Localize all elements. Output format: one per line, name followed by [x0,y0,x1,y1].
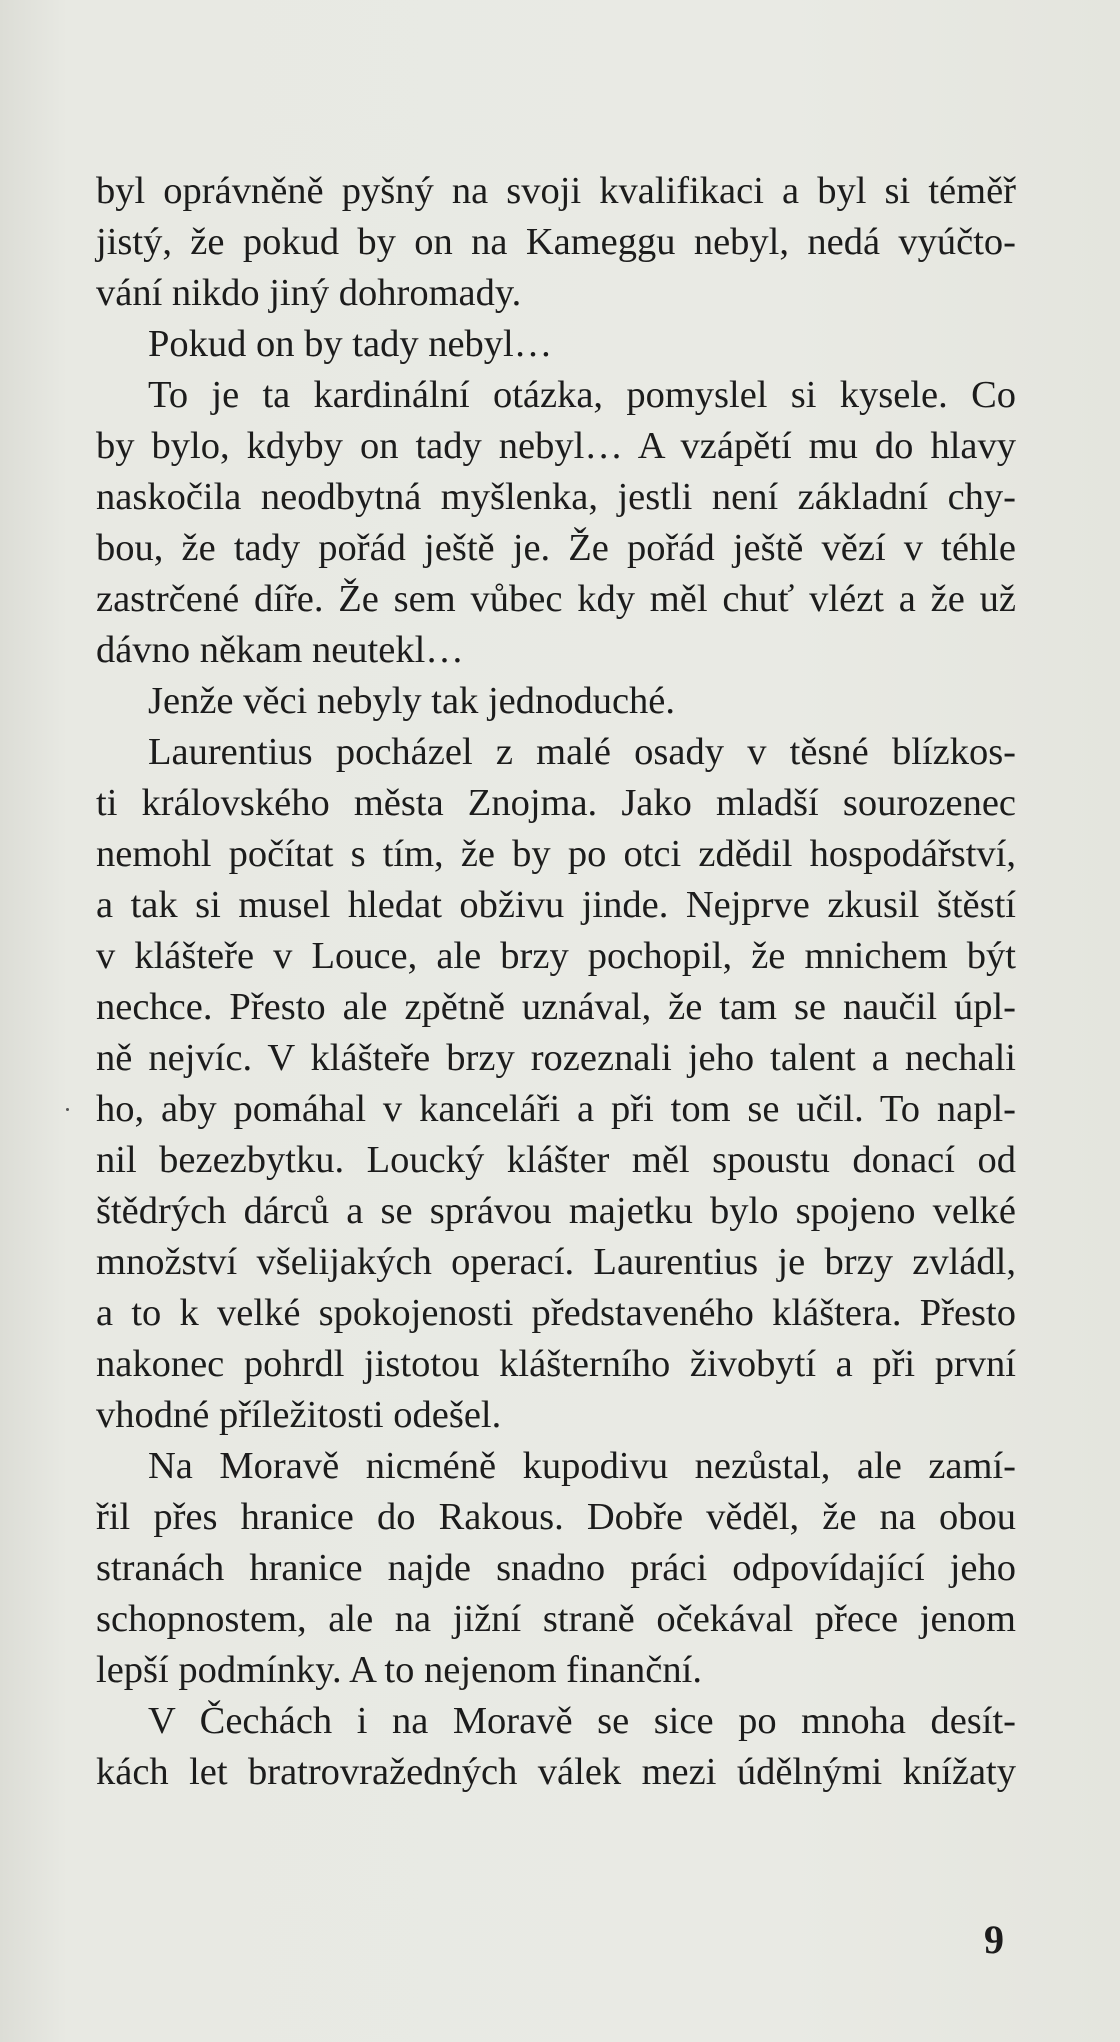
text-line: ho, aby pomáhal v kanceláři a při tom se učil. To napl- [96,1088,1016,1130]
text-line: štědrých dárců a se správou majetku bylo spojeno velké [96,1190,1016,1232]
text-line: naskočila neodbytná myšlenka, jestli není základní chy- [96,476,1016,518]
text-line: a to k velké spokojenosti představeného kláštera. Přesto [96,1292,1016,1334]
text-line: To je ta kardinální otázka, pomyslel si kysele. Co [148,374,1016,416]
text-line: bou, že tady pořád ještě je. Že pořád ještě vězí v téhle [96,527,1016,569]
text-line: řil přes hranice do Rakous. Dobře věděl, že na obou [96,1496,1016,1538]
text-line: Na Moravě nicméně kupodivu nezůstal, ale zamí- [148,1445,1016,1487]
text-line: by bylo, kdyby on tady nebyl… A vzápětí mu do hlavy [96,425,1016,467]
text-line: Pokud on by tady nebyl… [148,323,553,365]
body-text [96,166,1016,1798]
text-line: množství všelijakých operací. Laurentius je brzy zvládl, [96,1241,1016,1283]
text-line: a tak si musel hledat obživu jinde. Nejprve zkusil štěstí [96,884,1016,926]
text-line: byl oprávněně pyšný na svoji kvalifikaci a byl si téměř [96,170,1016,212]
text-line: nemohl počítat s tím, že by po otci zdědil hospodářství, [96,833,1016,875]
text-line: nakonec pohrdl jistotou klášterního živobytí a při první [96,1343,1016,1385]
text-line: stranách hranice najde snadno práci odpovídající jeho [96,1547,1016,1589]
text-line: Laurentius pocházel z malé osady v těsné blízkos- [148,731,1016,773]
page-number: 9 [984,1917,1004,1962]
text-line: schopnostem, ale na jižní straně očekával přece jenom [96,1598,1016,1640]
text-line: lepší podmínky. A to nejenom finanční. [96,1649,702,1691]
text-line: kách let bratrovražedných válek mezi údělnými knížaty [96,1751,1016,1793]
text-line: nil bezezbytku. Loucký klášter měl spoustu donací od [96,1139,1016,1181]
text-line: nechce. Přesto ale zpětně uznával, že tam se naučil úpl- [96,986,1016,1028]
text-line: Jenže věci nebyly tak jednoduché. [148,680,676,722]
text-line: vhodné příležitosti odešel. [96,1394,502,1436]
paper-speck [66,1108,69,1111]
text-line: ti královského města Znojma. Jako mladší sourozenec [96,782,1016,824]
text-line: zastrčené díře. Že sem vůbec kdy měl chuť vlézt a že už [96,578,1016,620]
text-line: jistý, že pokud by on na Kameggu nebyl, nedá vyúčto- [96,221,1016,263]
text-line: vání nikdo jiný dohromady. [96,272,522,314]
text-line: ně nejvíc. V klášteře brzy rozeznali jeho talent a nechali [96,1037,1016,1079]
text-line: V Čechách i na Moravě se sice po mnoha desít- [148,1700,1016,1742]
text-line: v klášteře v Louce, ale brzy pochopil, že mnichem být [96,935,1016,977]
text-line: dávno někam neutekl… [96,629,464,671]
